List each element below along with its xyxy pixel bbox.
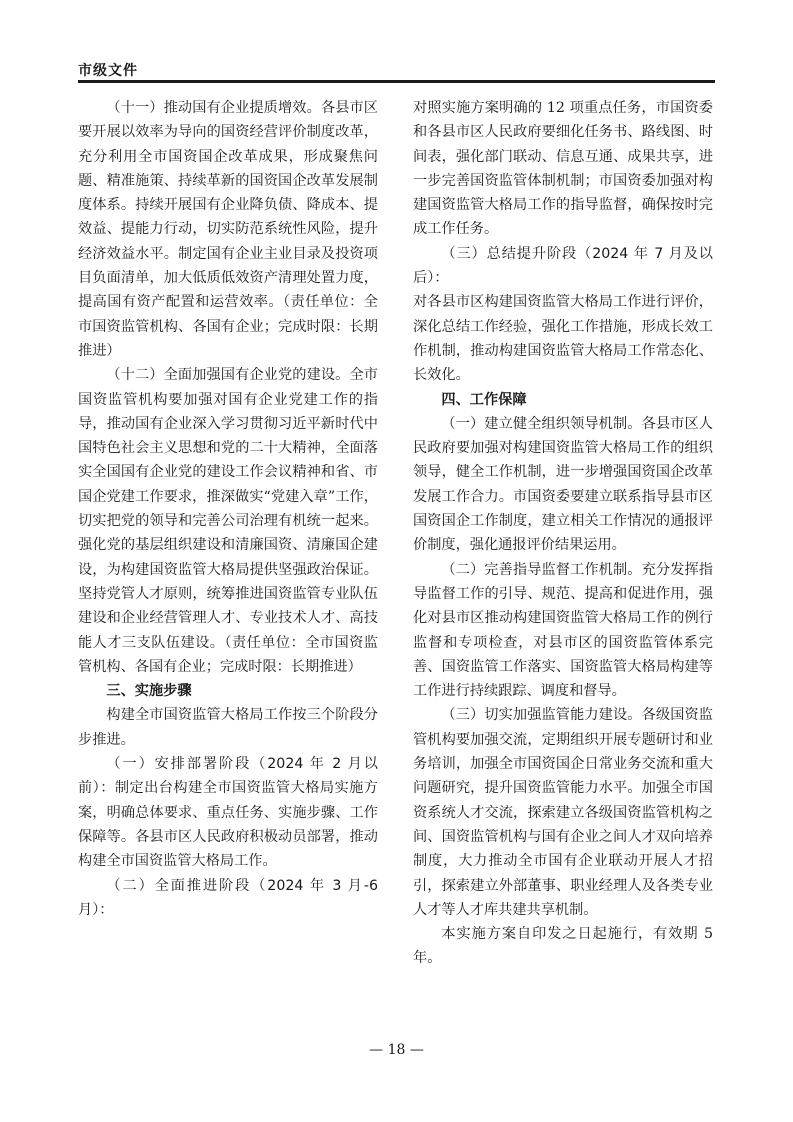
paragraph-stage-3 xyxy=(413,242,713,291)
stage-2-heading: （二）全面推进阶段（2024 年 3 月-6 月）： xyxy=(78,877,378,918)
page-number: — 18 — xyxy=(369,1042,424,1058)
paragraph-guarantee-1 xyxy=(413,412,713,558)
paragraph-task-11 xyxy=(78,96,378,363)
guarantee-1-body: 各县市区人民政府要加强对构建国资监管大格局工作的组织领导，健全工作机制，进一步增强国资国企改革发展工作合力。市国资委要建立联系指导县市区国资国企工作制度，建立相关工作情况的通报评价制度，强化通报评价结果运用。 xyxy=(413,415,713,554)
stage-1-heading: （一）安排部署阶段（2024 年 2 月以前）： xyxy=(78,756,378,797)
task-12-heading: （十二）全面加强国有企业党的建设。 xyxy=(106,367,350,384)
left-column xyxy=(78,96,378,922)
guarantee-1-heading: （一）建立健全组织领导机制。 xyxy=(441,415,642,432)
guarantee-2-heading: （二）完善指导监督工作机制。 xyxy=(441,561,642,578)
paragraph-stage-3-body: 对各县市区构建国资监管大格局工作进行评价，深化总结工作经验，强化工作措施，形成长效工作机制，推动构建国资监管大格局工作常态化、长效化。 xyxy=(413,294,713,384)
paragraph-effective-period: 本实施方案自印发之日起施行，有效期 5 年。 xyxy=(413,926,713,967)
task-12-body: 全市国资监管机构要加强对国有企业党建工作的指导，推动国有企业深入学习贯彻习近平新时代中国特色社会主义思想和党的二十大精神，全面落实全国国有企业党的建设工作会议精神和省、市国企党建工作要求，推深做实“党建入章”工作，切实把党的领导和完善公司治理有机统一起来。强化党的基层组织建设和清廉国资、清廉国企建设，为构建国资监管大格局提供坚强政治保证。坚持党管人才原则，统筹推进国资监管专业队伍建设和企业经营管理人才、专业技术人才、高技能人才三支队伍建设。（责任单位：全市国资监管机构、各国有企业；完成时限：长期推进） xyxy=(78,367,378,675)
guarantee-3-heading: （三）切实加强监管能力建设。 xyxy=(441,707,642,724)
paragraph-guarantee-2 xyxy=(413,558,713,704)
stage-1-body: 制定出台构建全市国资监管大格局实施方案，明确总体要求、重点任务、实施步骤、工作保障等。各县市区人民政府积极动员部署，推动构建全市国资监管大格局工作。 xyxy=(78,780,378,870)
paragraph-stage-2-body: 对照实施方案明确的 12 项重点任务，市国资委和各县市区人民政府要细化任务书、路线图、时间表，强化部门联动、信息互通、成果共享，进一步完善国资监管体制机制；市国资委加强对构建国资监管大格局工作的指导监督，确保按时完成工作任务。 xyxy=(413,100,713,238)
section-heading-guarantee: 四、工作保障 xyxy=(441,391,527,408)
paragraph-stage-2-heading xyxy=(78,874,378,923)
header-label: 市级文件 xyxy=(78,63,138,79)
paragraph-steps-intro: 构建全市国资监管大格局工作按三个阶段分步推进。 xyxy=(78,707,378,748)
task-11-body: 各县市区要开展以效率为导向的国资经营评价制度改革，充分利用全市国资国企改革成果，形成聚焦问题、精准施策、持续革新的国资国企改革发展制度体系。持续开展国有企业降负债、降成本、提效益、提能力行动，切实防范系统性风险，提升经济效益水平。制定国有企业主业目录及投资项目负面清单，加大低质低效资产清理处置力度，提高国有资产配置和运营效率。（责任单位：全市国资监管机构、各国有企业；完成时限：长期推进） xyxy=(78,100,378,359)
guarantee-2-body: 充分发挥指导监督工作的引导、规范、提高和促进作用，强化对县市区推动构建国资监管大格局工作的例行监督和专项检查，对县市区的国资监管体系完善、国资监管工作落实、国资监管大格局构建等工作进行持续跟踪、调度和督导。 xyxy=(413,561,713,700)
header-rule xyxy=(78,80,715,83)
section-heading-steps: 三、实施步骤 xyxy=(106,683,192,700)
paragraph-guarantee-3 xyxy=(413,703,713,922)
stage-3-heading: （三）总结提升阶段（2024 年 7 月及以后）： xyxy=(413,245,713,287)
paragraph-task-12 xyxy=(78,363,378,679)
right-column xyxy=(413,96,713,971)
task-11-heading: （十一）推动国有企业提质增效。 xyxy=(106,100,321,116)
paragraph-stage-1 xyxy=(78,752,378,873)
guarantee-3-body: 各级国资监管机构要加强交流，定期组织开展专题研讨和业务培训，加强全市国资国企日常业务交流和重大问题研究，提升国资监管能力水平。加强全市国资系统人才交流，探索建立各级国资监管机构之间、国资监管机构与国有企业之间人才双向培养制度，大力推动全市国有企业联动开展人才招引，探索建立外部董事、职业经理人及各类专业人才等人才库共建共享机制。 xyxy=(413,707,713,918)
